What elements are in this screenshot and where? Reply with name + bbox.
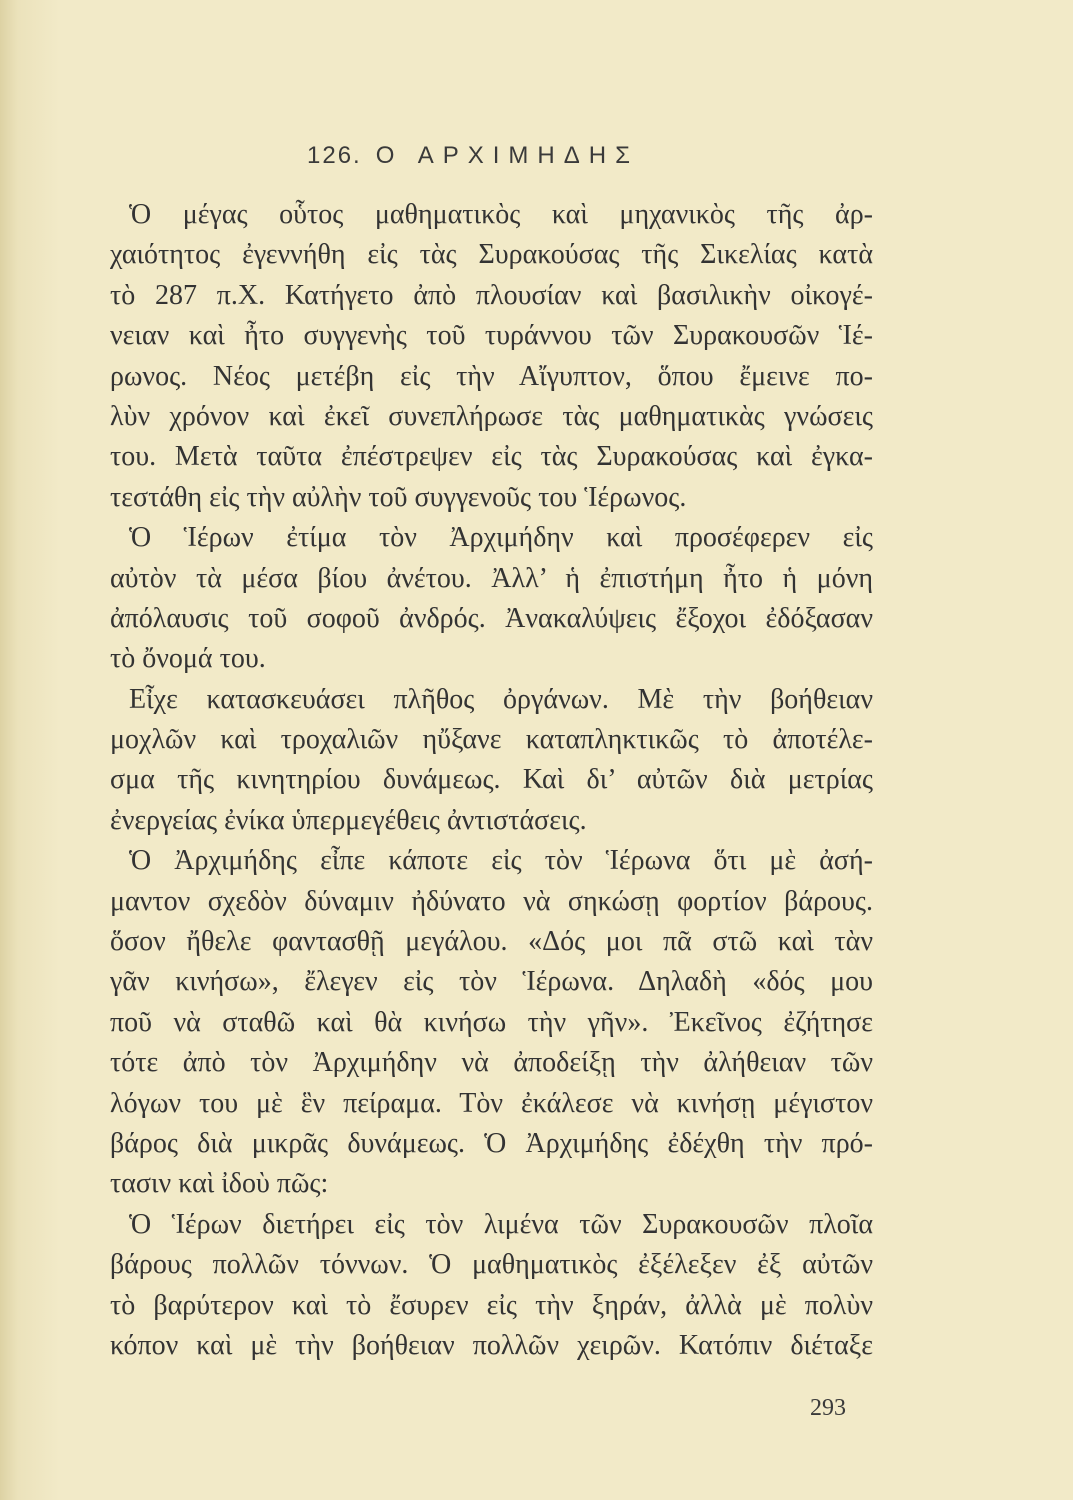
text-line: Ὁ Ἱέρων ἐτίμα τὸν Ἀρχιμήδην καὶ προσέφερεν εἰς [129, 522, 873, 554]
text-line: Ὁ μέγας οὗτος μαθηματικὸς καὶ μηχανικὸς τῆς ἀρ- [129, 199, 873, 230]
text-line: Εἶχε κατασκευάσει πλῆθος ὀργάνων. Μὲ τὴν βοήθειαν [129, 683, 873, 715]
text-line: τότε ἀπὸ τὸν Ἀρχιμήδην νὰ ἀποδείξῃ τὴν ἀλήθειαν τῶν [110, 1047, 873, 1079]
text-line: κόπον καὶ μὲ τὴν βοήθειαν πολλῶν χειρῶν. Κατόπιν διέταξε [110, 1329, 873, 1361]
text-line: βάρος διὰ μικρᾶς δυνάμεως. Ὁ Ἀρχιμήδης ἐδέχθη τὴν πρό- [110, 1127, 873, 1159]
text-line: λὺν χρόνον καὶ ἐκεῖ συνεπλήρωσε τὰς μαθηματικὰς γνώσεις [110, 400, 873, 432]
text-line: αὐτὸν τὰ μέσα βίου ἀνέτου. Ἀλλ’ ἡ ἐπιστήμη ἦτο ἡ μόνη [110, 562, 873, 594]
text-line: νειαν καὶ ἦτο συγγενὴς τοῦ τυράννου τῶν Συρακουσῶν Ἱέ- [110, 320, 873, 352]
paragraph [110, 518, 873, 680]
paragraph [110, 680, 873, 842]
paragraph [110, 841, 873, 1205]
text-line: μοχλῶν καὶ τροχαλιῶν ηὔξανε καταπληκτικῶς τὸ ἀποτέλε- [110, 724, 873, 756]
text-line: τὸ ὄνομά του. [110, 643, 266, 675]
text-line: λόγων του μὲ ἓν πείραμα. Τὸν ἐκάλεσε νὰ κινήσῃ μέγιστον [110, 1087, 873, 1119]
text-line: τὸ βαρύτερον καὶ τὸ ἔσυρεν εἰς τὴν ξηράν, ἀλλὰ μὲ πολὺν [110, 1289, 873, 1321]
text-line: γᾶν κινήσω», ἔλεγεν εἰς τὸν Ἱέρωνα. Δηλαδὴ «δός μου [110, 966, 873, 998]
chapter-title [307, 141, 639, 171]
text-line: του. Μετὰ ταῦτα ἐπέστρεψεν εἰς τὰς Συρακούσας καὶ ἐγκα- [110, 441, 873, 473]
text-line: ὅσον ἤθελε φαντασθῇ μεγάλου. «Δός μοι πᾶ στῶ καὶ τὰν [110, 926, 873, 958]
chapter-number: 126. [307, 142, 362, 169]
paragraph [110, 195, 873, 518]
text-line: βάρους πολλῶν τόννων. Ὁ μαθηματικὸς ἐξέλεξεν ἐξ αὐτῶν [110, 1249, 873, 1281]
text-line: Ὁ Ἀρχιμήδης εἶπε κάποτε εἰς τὸν Ἱέρωνα ὅτι μὲ ἀσή- [129, 845, 873, 877]
text-line: ποῦ νὰ σταθῶ καὶ θὰ κινήσω τὴν γῆν». Ἐκεῖνος ἐζήτησε [110, 1006, 873, 1038]
chapter-name: Ο ΑΡΧΙΜΗΔΗΣ [375, 142, 639, 169]
text-line: Ὁ Ἱέρων διετήρει εἰς τὸν λιμένα τῶν Συρακουσῶν πλοῖα [129, 1208, 873, 1240]
paragraph [110, 1205, 873, 1367]
text-line: τὸ 287 π.Χ. Κατήγετο ἀπὸ πλουσίαν καὶ βασιλικὴν οἰκογέ- [110, 279, 873, 311]
text-line: ἐνεργείας ἐνίκα ὑπερμεγέθεις ἀντιστάσεις. [110, 804, 587, 836]
text-line: μαντον σχεδὸν δύναμιν ἠδύνατο νὰ σηκώσῃ φορτίον βάρους. [110, 885, 873, 917]
text-line: τεστάθη εἰς τὴν αὐλὴν τοῦ συγγενοῦς του Ἱέρωνος. [110, 481, 687, 513]
text-line: σμα τῆς κινητηρίου δυνάμεως. Καὶ δι’ αὐτῶν διὰ μετρίας [110, 764, 873, 796]
text-line: χαιότητος ἐγεννήθη εἰς τὰς Συρακούσας τῆς Σικελίας κατὰ [110, 239, 873, 271]
page-number: 293 [810, 1395, 846, 1421]
text-line: τασιν καὶ ἰδοὺ πῶς: [110, 1168, 329, 1200]
body-text [110, 195, 873, 1366]
text-line: ρωνος. Νέος μετέβη εἰς τὴν Αἴγυπτον, ὅπου ἔμεινε πο- [110, 360, 873, 392]
text-line: ἀπόλαυσις τοῦ σοφοῦ ἀνδρός. Ἀνακαλύψεις ἔξοχοι ἐδόξασαν [110, 602, 873, 634]
